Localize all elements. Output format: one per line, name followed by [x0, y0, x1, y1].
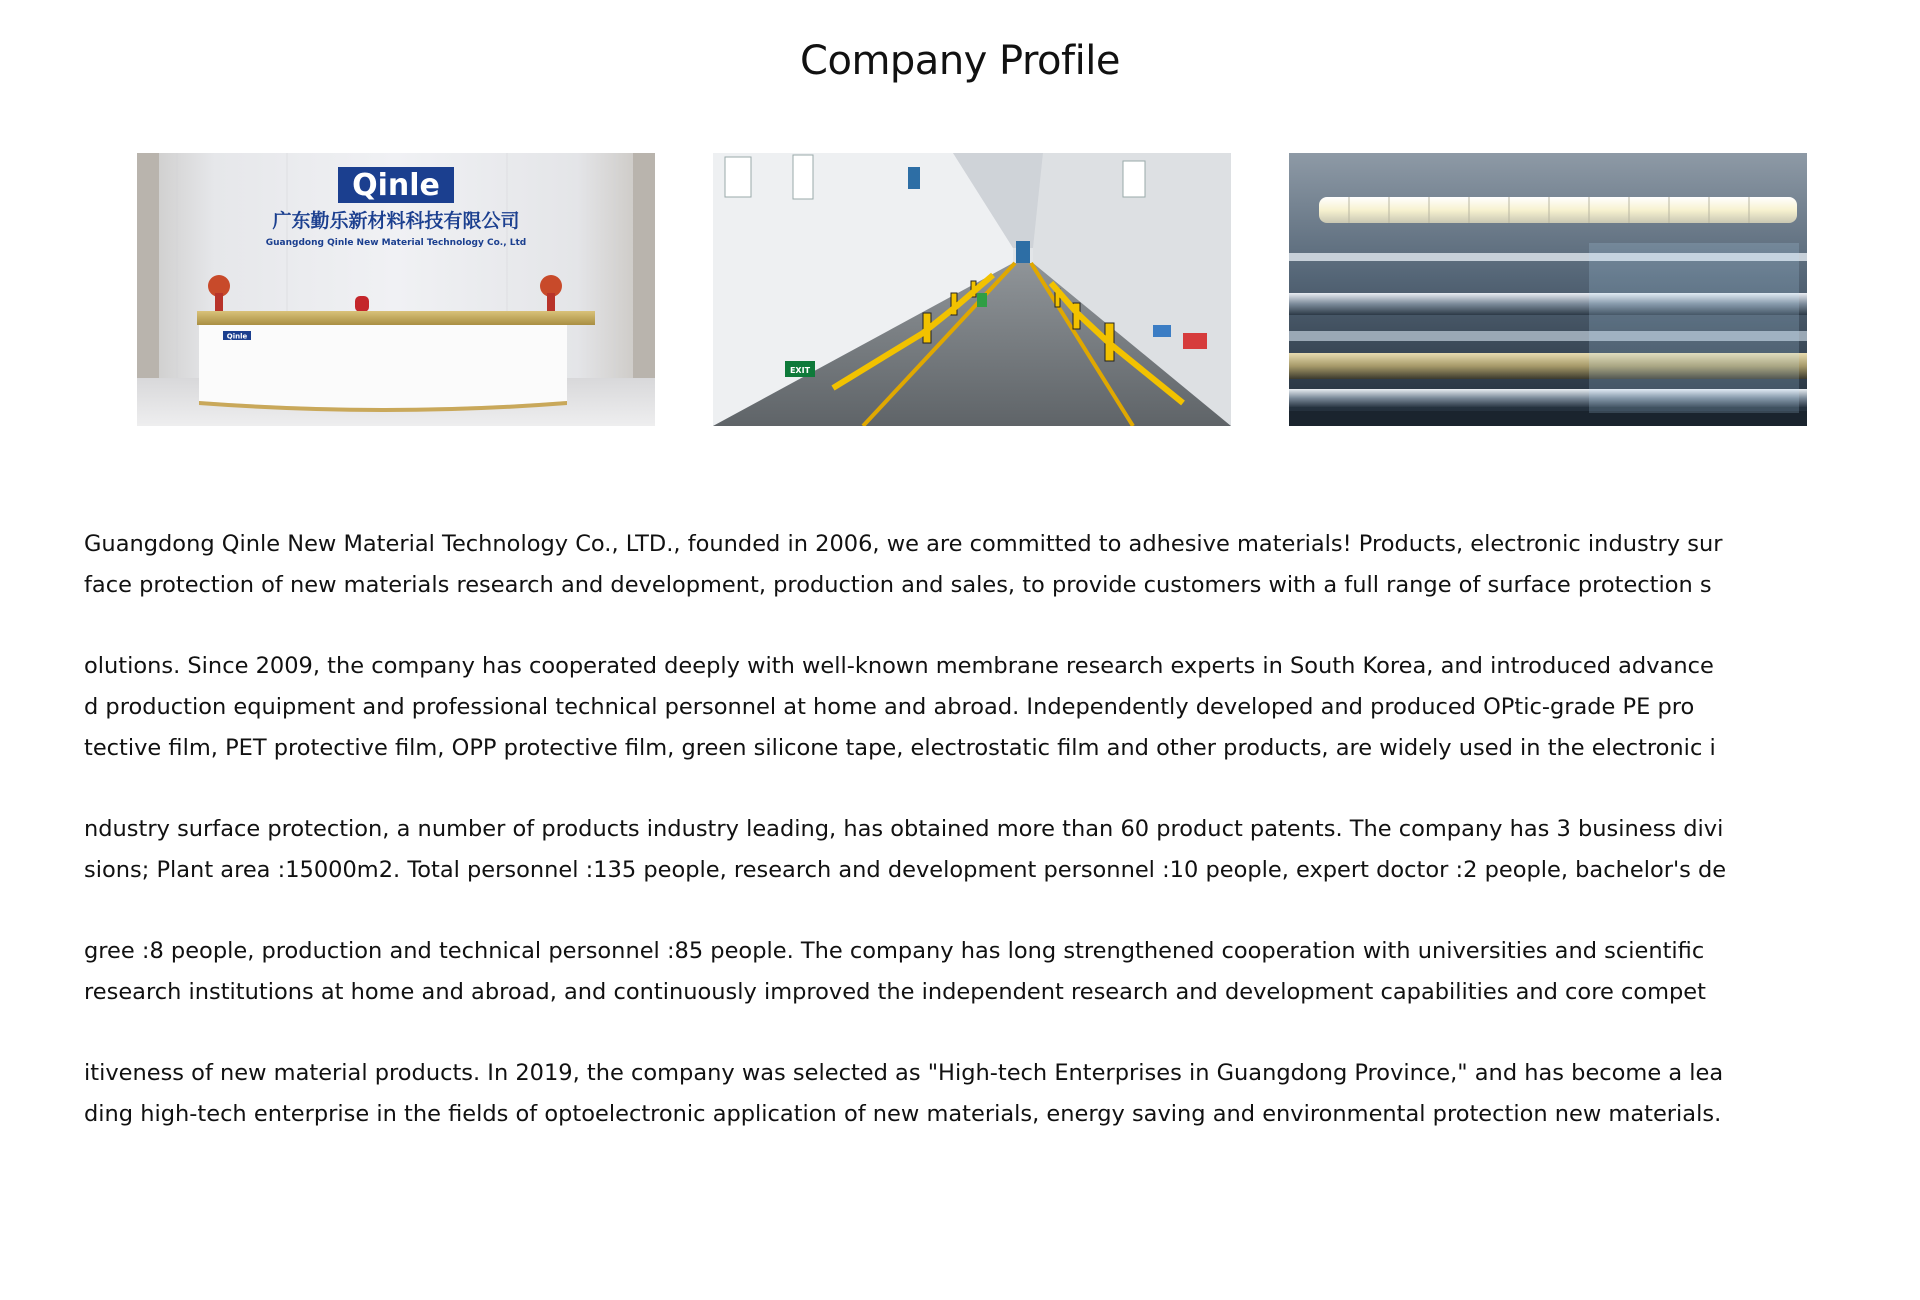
profile-line: gree :8 people, production and technical personnel :85 people. The company has long strengthened cooperation with universities and scientific: [84, 938, 1705, 964]
profile-line: olutions. Since 2009, the company has cooperated deeply with well-known membrane research experts in South Korea, and introduced advance: [84, 653, 1714, 679]
desk-logo-text: Qinle: [226, 332, 248, 341]
photo-gallery: [0, 153, 1920, 426]
profile-line: research institutions at home and abroad, and continuously improved the independent research and development capabilities and core compet: [84, 979, 1706, 1005]
corridor-photo: [713, 153, 1231, 426]
exit-sign-text: EXIT: [789, 366, 811, 375]
company-profile-text: [84, 524, 1864, 1135]
sign-cn-text: 广东勤乐新材料科技有限公司: [272, 210, 520, 232]
profile-line: face protection of new materials research and development, production and sales, to provide customers with a full range of surface protection s: [84, 572, 1712, 598]
profile-line: Guangdong Qinle New Material Technology Co., LTD., founded in 2006, we are committed to adhesive materials! Products, electronic industry sur: [84, 531, 1723, 557]
profile-line: ndustry surface protection, a number of products industry leading, has obtained more than 60 product patents. The company has 3 business divi: [84, 816, 1724, 842]
profile-line: tective film, PET protective film, OPP protective film, green silicone tape, electrostatic film and other products, are widely used in the electronic i: [84, 735, 1716, 761]
sign-logo-text: Qinle: [352, 168, 440, 203]
production-line-photo: [1289, 153, 1807, 426]
profile-line: itiveness of new material products. In 2019, the company was selected as "High-tech Enterprises in Guangdong Province," and has become a lea: [84, 1060, 1724, 1086]
profile-line: d production equipment and professional technical personnel at home and abroad. Independently developed and produced OPtic-grade PE pro: [84, 694, 1695, 720]
reception-photo: [137, 153, 655, 426]
sign-en-text: Guangdong Qinle New Material Technology Co., Ltd: [265, 238, 527, 248]
page-title: Company Profile: [800, 38, 1120, 84]
profile-line: ding high-tech enterprise in the fields of optoelectronic application of new materials, energy saving and environmental protection new materials.: [84, 1101, 1722, 1127]
profile-line: sions; Plant area :15000m2. Total personnel :135 people, research and development personnel :10 people, expert doctor :2 people, bachelor's de: [84, 857, 1727, 883]
